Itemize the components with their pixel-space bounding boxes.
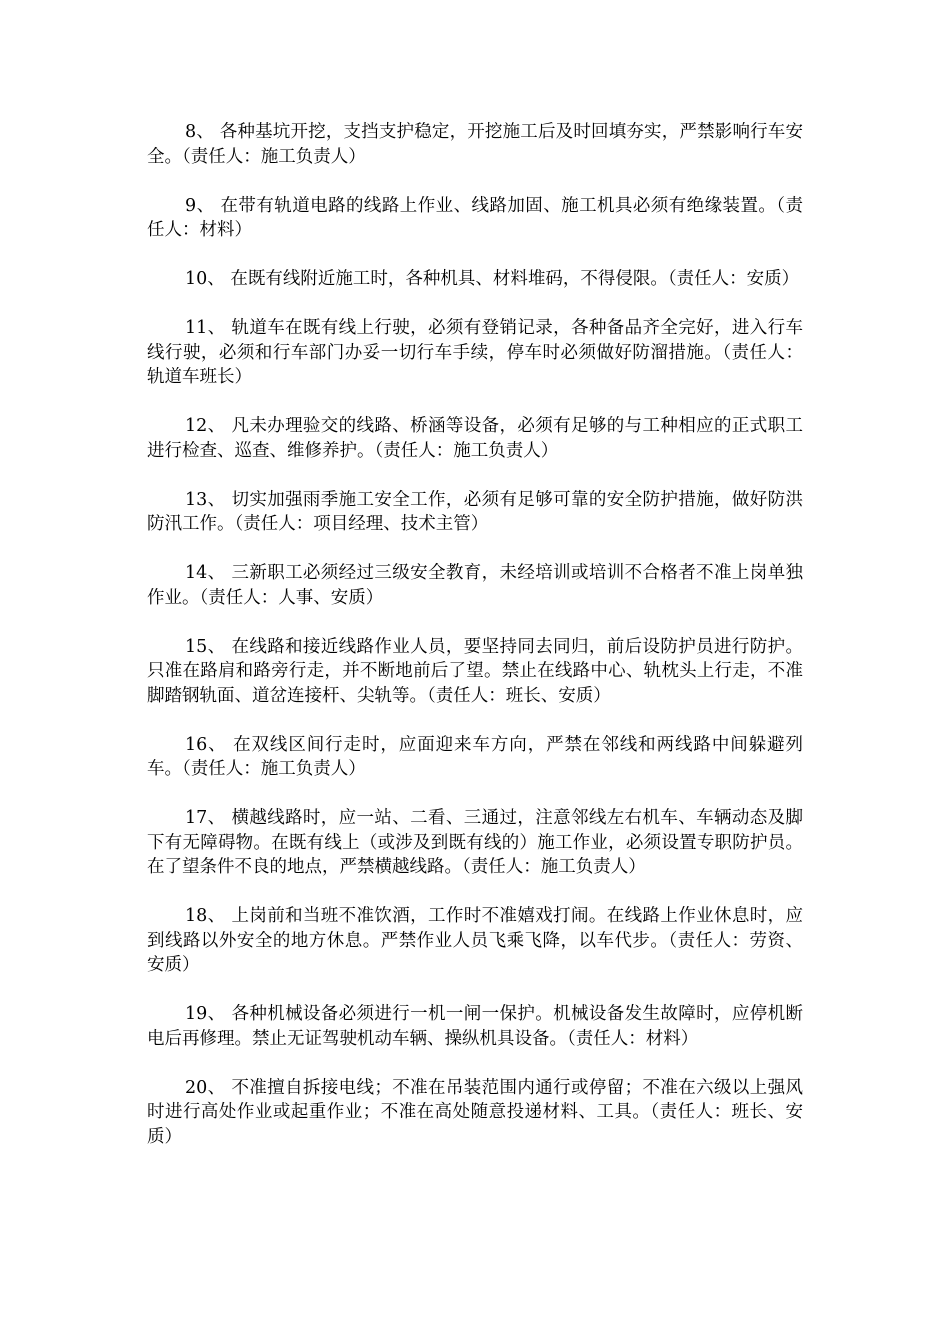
paragraph-item-16: 16、 在双线区间行走时，应面迎来车方向，严禁在邻线和两线路中间躲避列车。（责任人：施工负责人） [147,734,803,779]
paragraph-item-18: 18、 上岗前和当班不准饮酒，工作时不准嬉戏打闹。在线路上作业休息时，应到线路以外安全的地方休息。严禁作业人员飞乘飞降，以车代步。（责任人：劳资、安质） [147,906,803,975]
paragraph-item-15: 15、 在线路和接近线路作业人员，要坚持同去同归，前后设防护员进行防护。只准在路肩和路旁行走，并不断地前后了望。禁止在线路中心、轨枕头上行走，不准脚踏钢轨面、道岔连接杆、尖轨等。（责任人：班长、安质） [147,636,803,706]
paragraph-item-11: 11、 轨道车在既有线上行驶，必须有登销记录，各种备品齐全完好，进入行车线行驶，必须和行车部门办妥一切行车手续，停车时必须做好防溜措施。（责任人：轨道车班长） [147,318,803,387]
paragraph-item-19: 19、 各种机械设备必须进行一机一闸一保护。机械设备发生故障时，应停机断电后再修理。禁止无证驾驶机动车辆、操纵机具设备。（责任人：材料） [147,1004,803,1049]
paragraph-item-8: 8、 各种基坑开挖，支挡支护稳定，开挖施工后及时回填夯实，严禁影响行车安全。（责任人：施工负责人） [147,122,803,167]
paragraph-item-13: 13、 切实加强雨季施工安全工作，必须有足够可靠的安全防护措施，做好防洪防汛工作。（责任人：项目经理、技术主管） [147,489,803,534]
document-body [147,120,803,1174]
paragraph-item-12: 12、 凡未办理验交的线路、桥涵等设备，必须有足够的与工种相应的正式职工进行检查、巡查、维修养护。（责任人：施工负责人） [147,416,803,461]
paragraph-item-10: 10、 在既有线附近施工时，各种机具、材料堆码，不得侵限。（责任人：安质） [185,269,800,289]
paragraph-item-20: 20、 不准擅自拆接电线；不准在吊装范围内通行或停留；不准在六级以上强风时进行高处作业或起重作业；不准在高处随意投递材料、工具。（责任人：班长、安质） [147,1077,803,1147]
paragraph-item-9: 9、 在带有轨道电路的线路上作业、线路加固、施工机具必须有绝缘装置。（责任人：材料） [147,195,803,240]
paragraph-item-17: 17、 横越线路时，应一站、二看、三通过，注意邻线左右机车、车辆动态及脚下有无障碍物。在既有线上（或涉及到既有线的）施工作业，必须设置专职防护员。在了望条件不良的地点，严禁横越线路。（责任人：施工负责人） [147,808,803,877]
paragraph-item-14: 14、 三新职工必须经过三级安全教育，未经培训或培训不合格者不准上岗单独作业。（责任人：人事、安质） [147,563,803,608]
